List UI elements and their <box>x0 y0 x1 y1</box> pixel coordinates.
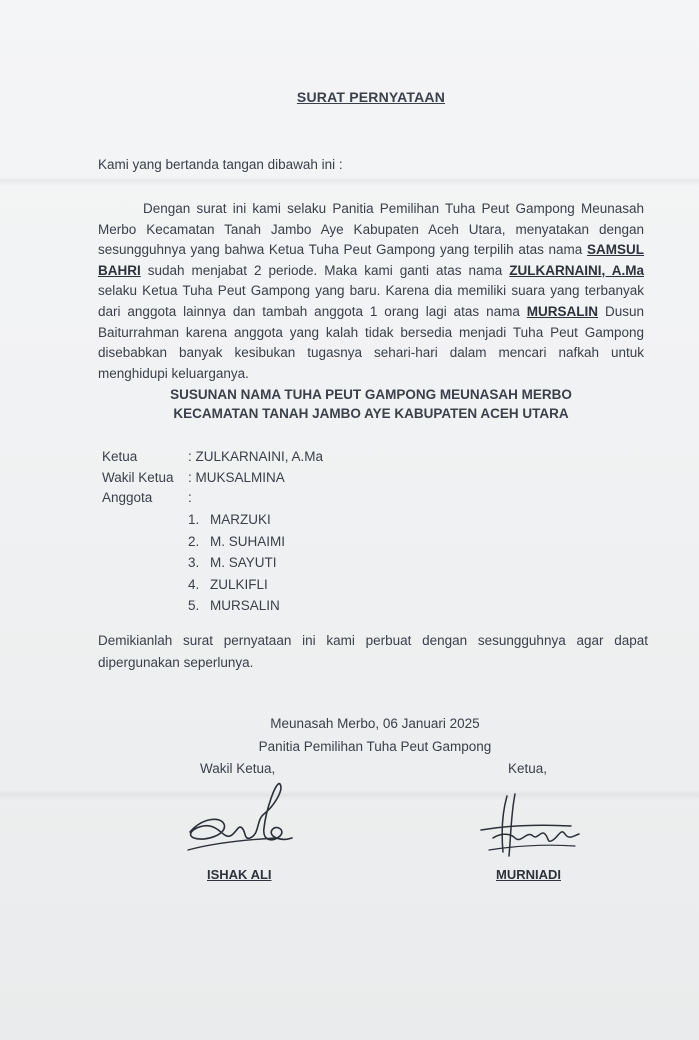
member-number: 1. <box>188 512 200 527</box>
member-name: MARZUKI <box>210 512 271 527</box>
new-chair-name: ZULKARNAINI, A.Ma <box>509 262 644 278</box>
statement-paragraph <box>98 199 644 384</box>
paragraph-text: selaku Ketua Tuha Peut Gampong yang baru. Karena dia memiliki suara yang terbanyak dari anggota lainnya dan tambah anggota 1 orang lagi atas nama <box>98 283 644 319</box>
paragraph-text: Dengan surat ini kami selaku Panitia Pemilihan Tuha Peut Gampong Meunasah Merbo Kecamatan Tanah Jambo Aye Kabupaten Aceh Utara, menyatakan dengan sesungguhnya yang bahwa Ketua Tuha Peut Gampong yang terpilih atas nama <box>98 201 644 258</box>
role-label-ketua: Ketua <box>102 449 138 464</box>
paragraph-text: sudah menjabat 2 periode. Maka kami ganti atas nama <box>147 262 503 278</box>
member-name: M. SUHAIMI <box>210 534 286 549</box>
role-value-wakil-ketua: : MUKSALMINA <box>188 470 285 485</box>
place-date: Meunasah Merbo, 06 Januari 2025 <box>270 716 480 731</box>
signature-right <box>475 790 595 870</box>
member-name: ZULKIFLI <box>210 577 268 592</box>
list-item <box>188 577 268 592</box>
added-member-name: MURSALIN <box>526 303 599 319</box>
document-title: SURAT PERNYATAAN <box>296 89 446 105</box>
list-item <box>188 555 277 570</box>
section-heading-line2: KECAMATAN TANAH JAMBO AYE KABUPATEN ACEH UTARA <box>173 406 569 421</box>
paragraph-text: Dusun Baiturrahman karena anggota yang kalah tidak bersedia menjadi Tuha Peut Gampong disebabkan banyak kesibukan tugasnya sehari-hari dalam mencari nafkah untuk menghidupi keluarganya. <box>98 303 644 381</box>
left-signer-role: Wakil Ketua, <box>200 761 276 776</box>
member-number: 2. <box>188 534 200 549</box>
member-number: 5. <box>188 598 200 613</box>
role-value-anggota: : <box>188 490 192 505</box>
committee-name: Panitia Pemilihan Tuha Peut Gampong <box>258 739 492 754</box>
role-value-ketua: : ZULKARNAINI, A.Ma <box>188 449 324 464</box>
right-signer-name: MURNIADI <box>496 867 561 882</box>
paper-fold <box>0 176 699 186</box>
left-signer-name: ISHAK ALI <box>207 867 272 882</box>
signature-left <box>180 780 300 870</box>
list-item <box>188 534 285 549</box>
intro-line: Kami yang bertanda tangan dibawah ini : <box>98 157 343 172</box>
closing-paragraph: Demikianlah surat pernyataan ini kami perbuat dengan sesungguhnya agar dapat dipergunakan seperlunya. <box>98 633 648 670</box>
role-label-anggota: Anggota <box>102 490 153 505</box>
list-item <box>188 598 280 613</box>
elected-name-samsul: SAMSUL BAHRI <box>98 242 644 278</box>
member-name: MURSALIN <box>210 598 280 613</box>
member-number: 3. <box>188 555 200 570</box>
role-label-wakil-ketua: Wakil Ketua <box>102 470 174 485</box>
member-name: M. SAYUTI <box>210 555 277 570</box>
member-number: 4. <box>188 577 200 592</box>
list-item <box>188 512 271 527</box>
section-heading-line1: SUSUNAN NAMA TUHA PEUT GAMPONG MEUNASAH MERBO <box>170 387 572 402</box>
right-signer-role: Ketua, <box>508 761 548 776</box>
